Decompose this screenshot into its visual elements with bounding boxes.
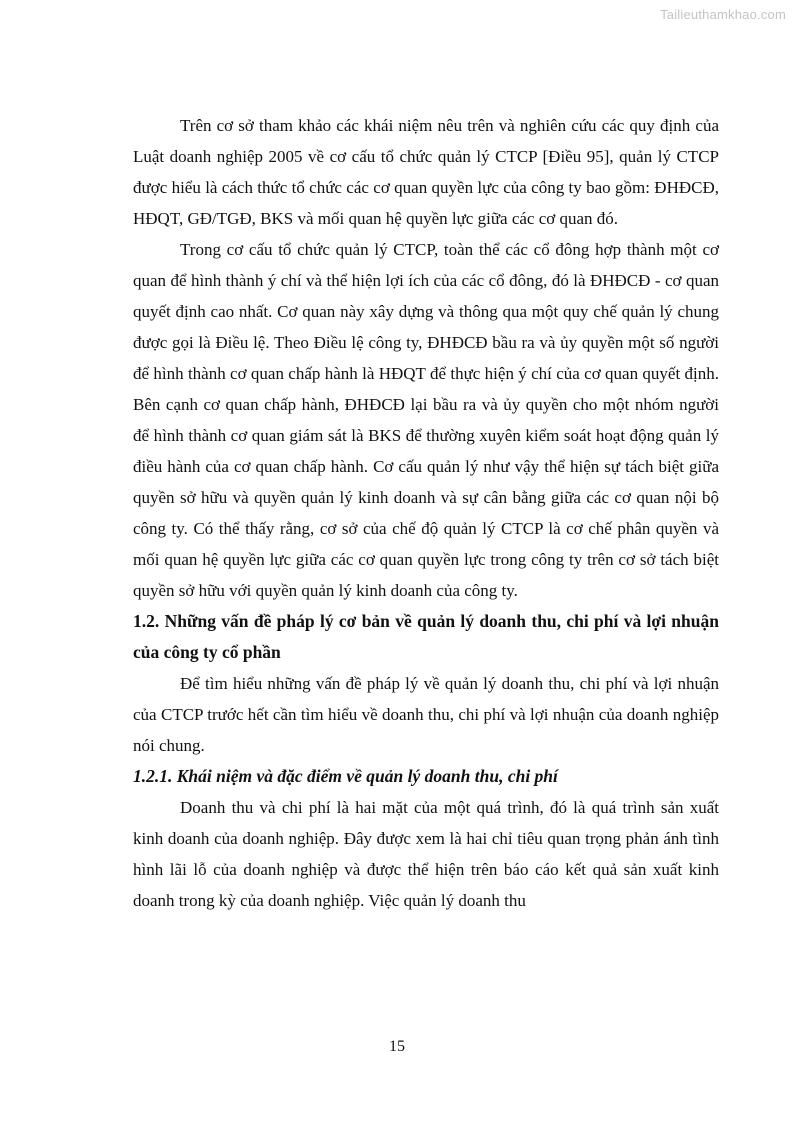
paragraph-4: Doanh thu và chi phí là hai mặt của một quá trình, đó là quá trình sản xuất kinh doanh của doanh nghiệp. Đây được xem là hai chỉ tiêu quan trọng phản ánh tình hình lãi lỗ của doanh nghiệp và được thể hiện trên báo cáo kết quả sản xuất kinh doanh trong kỳ của doanh nghiệp. Việc quản lý doanh thu (133, 798, 719, 910)
paragraph-3: Để tìm hiểu những vấn đề pháp lý về quản lý doanh thu, chi phí và lợi nhuận của CTCP trước hết cần tìm hiểu về doanh thu, chi phí và lợi nhuận của doanh nghiệp nói chung. (133, 674, 719, 755)
paragraph-2: Trong cơ cấu tổ chức quản lý CTCP, toàn thể các cổ đông hợp thành một cơ quan để hình thành ý chí và thể hiện lợi ích của các cổ đông, đó là ĐHĐCĐ - cơ quan quyết định cao nhất. Cơ quan này xây dựng và thông qua một quy chế quản lý chung được gọi là Điều lệ. Theo Điều lệ công ty, ĐHĐCĐ bầu ra và ủy quyền một số người để hình thành cơ quan chấp hành là HĐQT để thực hiện ý chí của cơ quan quyết định. Bên cạnh cơ quan chấp hành, ĐHĐCĐ lại bầu ra và ủy quyền cho một nhóm người để hình thành cơ quan giám sát là BKS để thường xuyên kiểm soát hoạt động quản lý điều hành của cơ quan chấp hành. Cơ cấu quản lý như vậy thể hiện sự tách biệt giữa quyền sở hữu và quyền quản lý kinh doanh và sự cân bằng giữa các cơ quan nội bộ công ty. Có thể thấy rằng, cơ sở của chế độ quản lý CTCP là cơ chế phân quyền và mối quan hệ quyền lực giữa các cơ quan quyền lực trong công ty trên cơ sở tách biệt quyền sở hữu với quyền quản lý kinh doanh của công ty. (133, 240, 719, 600)
section-heading-1-2: 1.2. Những vấn đề pháp lý cơ bản về quản lý doanh thu, chi phí và lợi nhuận của công ty cổ phần (133, 611, 719, 662)
watermark: Tailieuthamkhao.com (660, 7, 786, 22)
paragraph-1: Trên cơ sở tham khảo các khái niệm nêu trên và nghiên cứu các quy định của Luật doanh nghiệp 2005 về cơ cấu tổ chức quản lý CTCP [Điều 95], quản lý CTCP được hiểu là cách thức tổ chức các cơ quan quyền lực của công ty bao gồm: ĐHĐCĐ, HĐQT, GĐ/TGĐ, BKS và mối quan hệ quyền lực giữa các cơ quan đó. (133, 116, 719, 228)
document-body (133, 110, 719, 916)
page-number: 15 (389, 1038, 405, 1055)
subsection-heading-1-2-1: 1.2.1. Khái niệm và đặc điểm về quản lý doanh thu, chi phí (133, 766, 558, 786)
